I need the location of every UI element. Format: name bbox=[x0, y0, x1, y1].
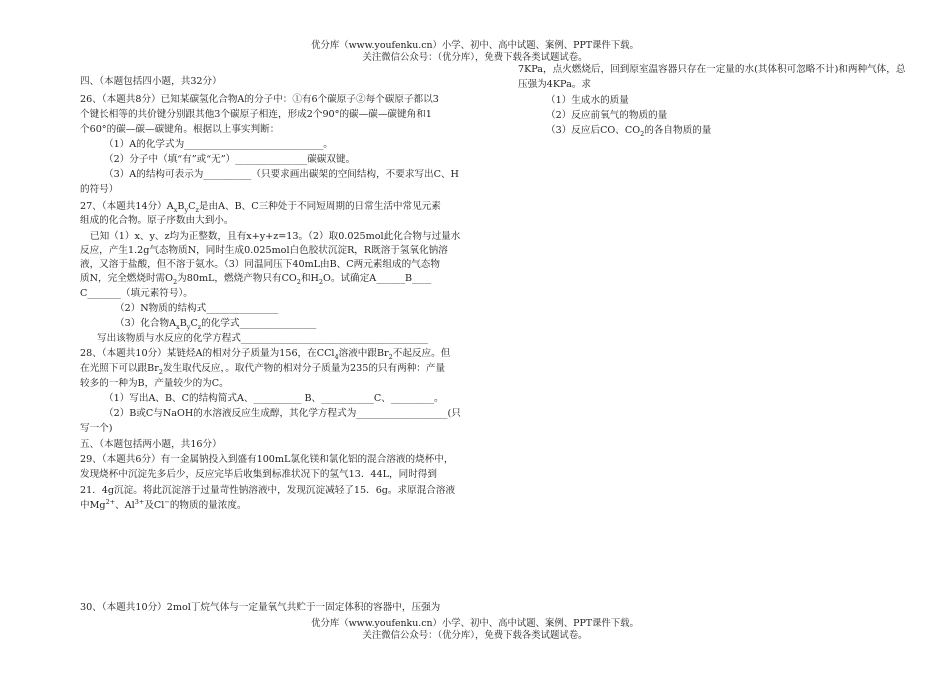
q27-line6: 质N，完全燃烧时需$O_2$为80mL，燃烧产物只有$CO_2$和$H_2O$。试确定A______B____ bbox=[80, 273, 432, 286]
q28-line3: 较多的一种为B，产量较少的为C。 bbox=[80, 378, 229, 389]
q29-line3: 21．4g沉淀。将此沉淀溶于过量苛性钠溶液中，发现沉淀减轻了15．6g。求原混合溶液 bbox=[80, 485, 456, 496]
q30-line3: 压强为4KPa。求 bbox=[518, 79, 591, 90]
q30-part1: （1）生成水的质量 bbox=[546, 95, 629, 106]
q28-line2: 在光照下可以跟$Br_2$发生取代反应，。取代产物的相对分子质量为235的只有两种：产量 bbox=[80, 363, 446, 376]
q30-part2: （2）反应前氧气的物质的量 bbox=[546, 110, 668, 121]
section-5-heading: 五、（本题包括两小题，共16分） bbox=[80, 439, 222, 450]
q27-part4: 写出该物质与水反应的化学方程式_______________________________________ bbox=[97, 333, 428, 344]
q27-line1: 27、（本题共14分）$A_xB_yC_z$是由A、B、C三种处于不同短周期的日常生活中常见元素 bbox=[80, 201, 441, 214]
page-footer-line1: 优分库（www.youfenku.cn）小学、初中、高中试题、案例、PPT课件下载。 bbox=[311, 618, 639, 629]
q26-part3-cont: 的符号） bbox=[80, 184, 119, 195]
q26-part3: （3）A的结构可表示为__________（只要求画出碳架的空间结构，不要求写出C、H bbox=[104, 169, 459, 180]
q30-line2: 7KPa，点火燃烧后，回到原室温容器只存在一定量的水(其体积可忽略不计)和两种气体，总 bbox=[518, 64, 906, 75]
q29-line1: 29、（本题共6分）有一金属钠投入到盛有100mL氯化镁和氯化铝的混合溶液的烧杯中， bbox=[80, 454, 454, 465]
q29-line4: 中$Mg^{2+}$、$Al^{3+}$及Cl−的物质的量浓度。 bbox=[80, 497, 247, 511]
q26-line1: 26、（本题共8分）已知某碳氢化合物A的分子中：①有6个碳原子②每个碳原子都以3 bbox=[80, 94, 439, 105]
page-footer-line2: 关注微信公众号：（优分库），免费下载各类试题试卷。 bbox=[362, 630, 588, 641]
q27-line7: C_______（填元素符号）。 bbox=[80, 288, 193, 299]
q28-line1: 28、（本题共10分）某链烃A的相对分子质量为156，在CCl$_4$溶液中跟$Br_2$不起反应。但 bbox=[80, 348, 451, 361]
q28-part1: （1）写出A、B、C的结构简式A、__________ B、___________C、_________。 bbox=[104, 393, 444, 404]
q27-line3: 已知（1）x、y、z均为正整数，且有x+y+z=13。（2）取0.025mol此化合物与过量水 bbox=[90, 231, 461, 242]
page-header-line2: 关注微信公众号：（优分库），免费下载各类试题试卷。 bbox=[362, 52, 588, 63]
q26-part1: （1）A的化学式为_____________________________。 bbox=[104, 139, 333, 150]
q27-line5: 液，又溶于盐酸，但不溶于氨水。（3）同温同压下40mL由B、C两元素组成的气态物 bbox=[80, 259, 440, 270]
q27-line2: 组成的化合物。原子序数由大到小。 bbox=[80, 215, 234, 226]
q29-line2: 发现烧杯中沉淀先多后少，反应完毕后收集到标准状况下的氢气13．44L，同时得到 bbox=[80, 469, 437, 480]
q28-part2-cont: 写一个) bbox=[80, 423, 113, 434]
q30-part3: （3）反应后CO、$CO_2$的各自物质的量 bbox=[546, 125, 712, 138]
q28-part2: （2）B或C与NaOH的水溶液反应生成醇，其化学方程式为___________________(只 bbox=[104, 408, 461, 419]
q26-part2: （2）分子中（填“有”或“无”）_______________碳碳双键。 bbox=[104, 154, 356, 165]
q27-line4: 反应，产生1.2g气态物质N，同时生成0.025mol白色胶状沉淀R，R既溶于氢氧化钠溶 bbox=[80, 245, 448, 256]
section-4-heading: 四、（本题包括四小题，共32分） bbox=[80, 76, 222, 87]
question-30-line1: 30、（本题共10分）2mol丁烷气体与一定量氧气共贮于一固定体积的容器中，压强为 bbox=[80, 602, 441, 613]
page-header-line1: 优分库（www.youfenku.cn）小学、初中、高中试题、案例、PPT课件下载。 bbox=[311, 40, 639, 51]
q26-line3: 个60°的碳—碳—碳键角。根据以上事实判断： bbox=[80, 124, 280, 135]
q27-part2: （2）N物质的结构式_______________ bbox=[115, 303, 279, 314]
q27-part3: （3）化合物$A_xB_yC_z$的化学式________________ bbox=[115, 318, 317, 331]
q26-line2: 个键长相等的共价键分别跟其他3个碳原子相连，形成2个90°的碳—碳—碳键角和1 bbox=[80, 109, 432, 120]
